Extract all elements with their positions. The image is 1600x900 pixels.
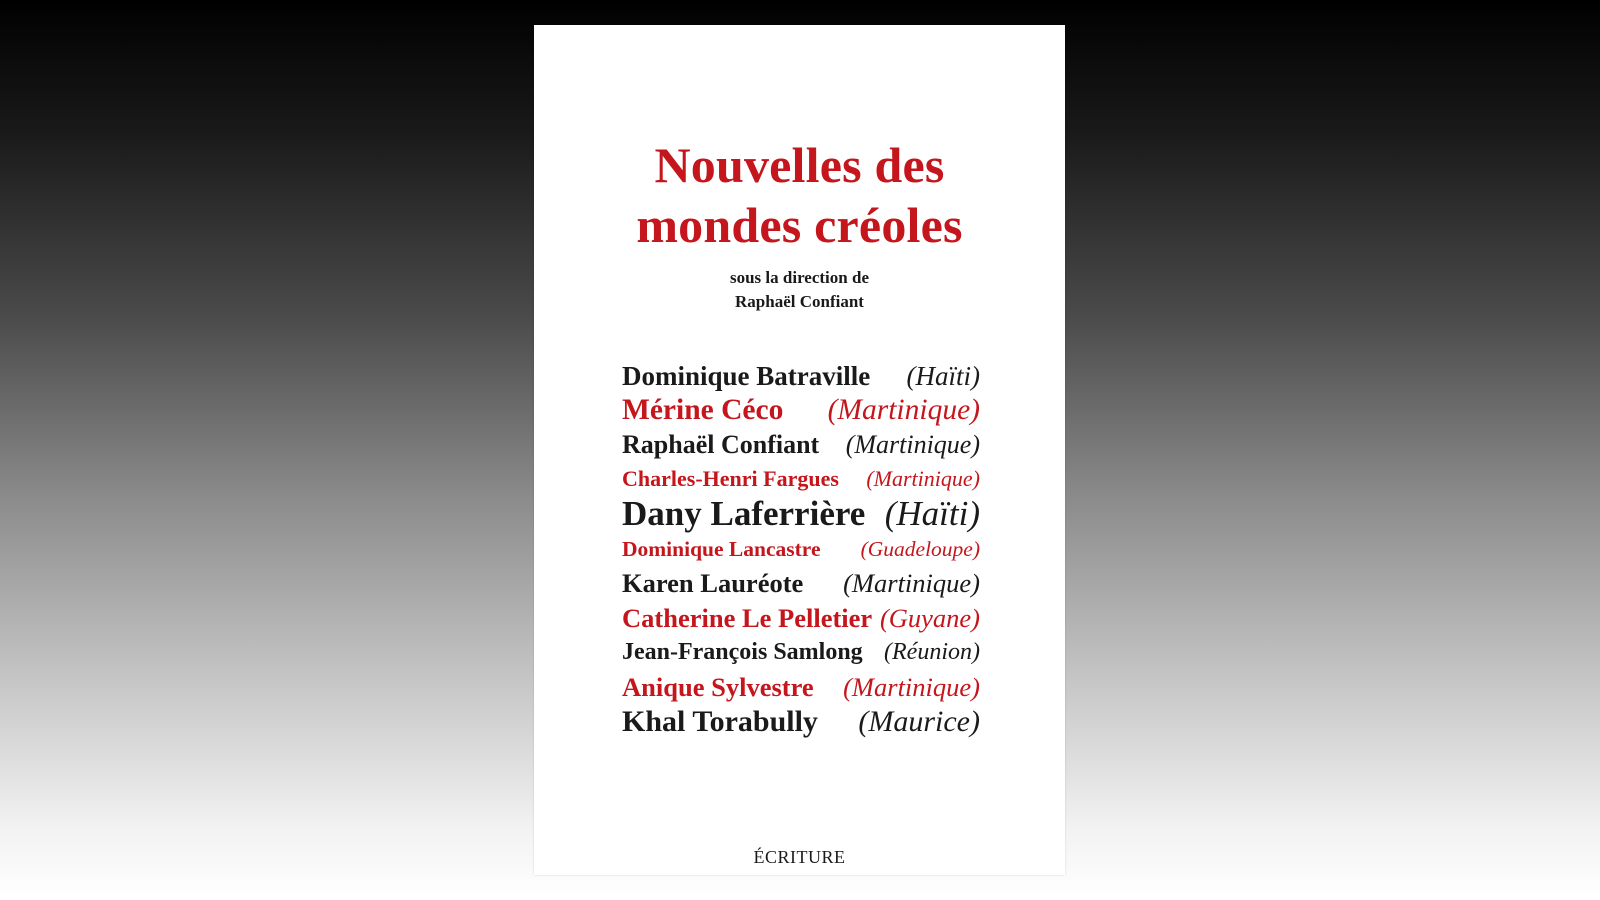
author-name: Jean-François Samlong [622,639,863,665]
author-origin: (Martinique) [843,672,980,702]
author-entry [622,359,980,393]
author-name: Dany Laferrière [622,494,866,533]
author-origin: (Haïti) [884,494,980,533]
direction-label: sous la direction de [729,268,869,287]
author-name: Karen Lauréote [622,568,804,598]
author-list [622,359,980,740]
author-name: Raphaël Confiant [622,430,820,459]
editor-credit [534,266,1065,314]
author-entry [622,462,980,496]
author-entry [622,496,980,532]
book-title [534,135,1065,255]
title-line-1: Nouvelles des [654,137,945,193]
author-name: Khal Torabully [622,705,818,738]
author-entry [622,670,980,704]
author-entry [622,428,980,462]
author-name: Anique Sylvestre [622,672,814,702]
author-origin: (Martinique) [843,568,980,598]
author-origin: (Maurice) [858,705,980,738]
author-origin: (Réunion) [884,639,980,665]
publisher-name: ÉCRITURE [753,847,846,867]
author-entry [622,566,980,601]
author-entry [622,532,980,566]
author-entry [622,635,980,670]
author-name: Catherine Le Pelletier [622,603,873,633]
title-line-2: mondes créoles [636,197,963,253]
author-name: Charles-Henri Fargues [622,466,839,491]
editor-name: Raphaël Confiant [735,292,864,311]
book-cover [534,25,1065,875]
author-origin: (Haïti) [906,361,980,391]
author-name: Mérine Céco [622,394,784,426]
author-name: Dominique Batraville [622,361,871,391]
author-origin: (Martinique) [866,466,980,491]
author-origin: (Guadeloupe) [860,537,980,561]
author-entry [622,393,980,428]
author-origin: (Martinique) [845,430,980,459]
author-origin: (Guyane) [879,603,980,633]
author-entry [622,704,980,740]
author-origin: (Martinique) [827,394,980,426]
author-name: Dominique Lancastre [622,537,821,561]
author-entry [622,601,980,635]
